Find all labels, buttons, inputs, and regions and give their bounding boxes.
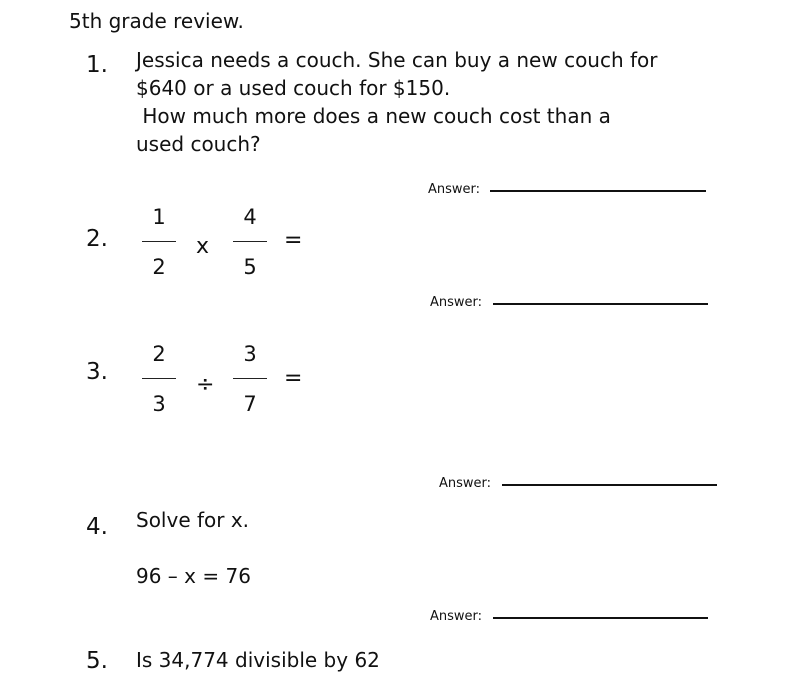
answer-2-label: Answer: <box>430 295 483 310</box>
question-1-text <box>136 46 656 158</box>
answer-1-label: Answer: <box>428 182 481 197</box>
question-3-left-fraction <box>142 342 176 416</box>
question-2-number: 2. <box>86 226 108 252</box>
question-5-prompt: Is 34,774 divisible by 62 <box>136 648 380 672</box>
question-3-right-denominator: 7 <box>243 392 257 416</box>
question-2-right-fraction <box>233 205 267 279</box>
answer-4-line[interactable] <box>493 617 708 619</box>
question-2-operator: x <box>196 234 210 259</box>
question-1-line-1: Jessica needs a couch. She can buy a new couch for <box>136 48 658 72</box>
question-1-number: 1. <box>86 52 108 78</box>
answer-1-line[interactable] <box>490 190 706 192</box>
question-1-line-4: used couch? <box>136 132 261 156</box>
question-3-number: 3. <box>86 359 108 385</box>
question-3-right-numerator: 3 <box>243 342 257 366</box>
question-2-left-numerator: 1 <box>152 205 166 229</box>
answer-3-label: Answer: <box>439 476 492 491</box>
answer-4-label: Answer: <box>430 609 483 624</box>
question-3-right-fraction <box>233 342 267 416</box>
question-2-left-denominator: 2 <box>152 255 166 279</box>
question-1-line-3: How much more does a new couch cost than a <box>136 104 611 128</box>
question-4-prompt: Solve for x. <box>136 508 250 532</box>
fraction-bar <box>233 241 267 242</box>
answer-3-line[interactable] <box>502 484 717 486</box>
question-2-right-numerator: 4 <box>243 205 257 229</box>
question-4-equation: 96 – x = 76 <box>136 564 251 588</box>
question-5-number: 5. <box>86 648 108 674</box>
question-3-left-numerator: 2 <box>152 342 166 366</box>
question-3-left-denominator: 3 <box>152 392 166 416</box>
fraction-bar <box>142 241 176 242</box>
question-2-equals: = <box>284 228 303 253</box>
question-2-left-fraction <box>142 205 176 279</box>
question-3-operator: ÷ <box>196 372 215 397</box>
question-3-equals: = <box>284 366 303 391</box>
question-4-number: 4. <box>86 514 108 540</box>
question-1-line-2: $640 or a used couch for $150. <box>136 76 451 100</box>
question-2-right-denominator: 5 <box>243 255 257 279</box>
fraction-bar <box>233 378 267 379</box>
answer-2-line[interactable] <box>493 303 708 305</box>
fraction-bar <box>142 378 176 379</box>
worksheet-title: 5th grade review. <box>69 9 244 33</box>
